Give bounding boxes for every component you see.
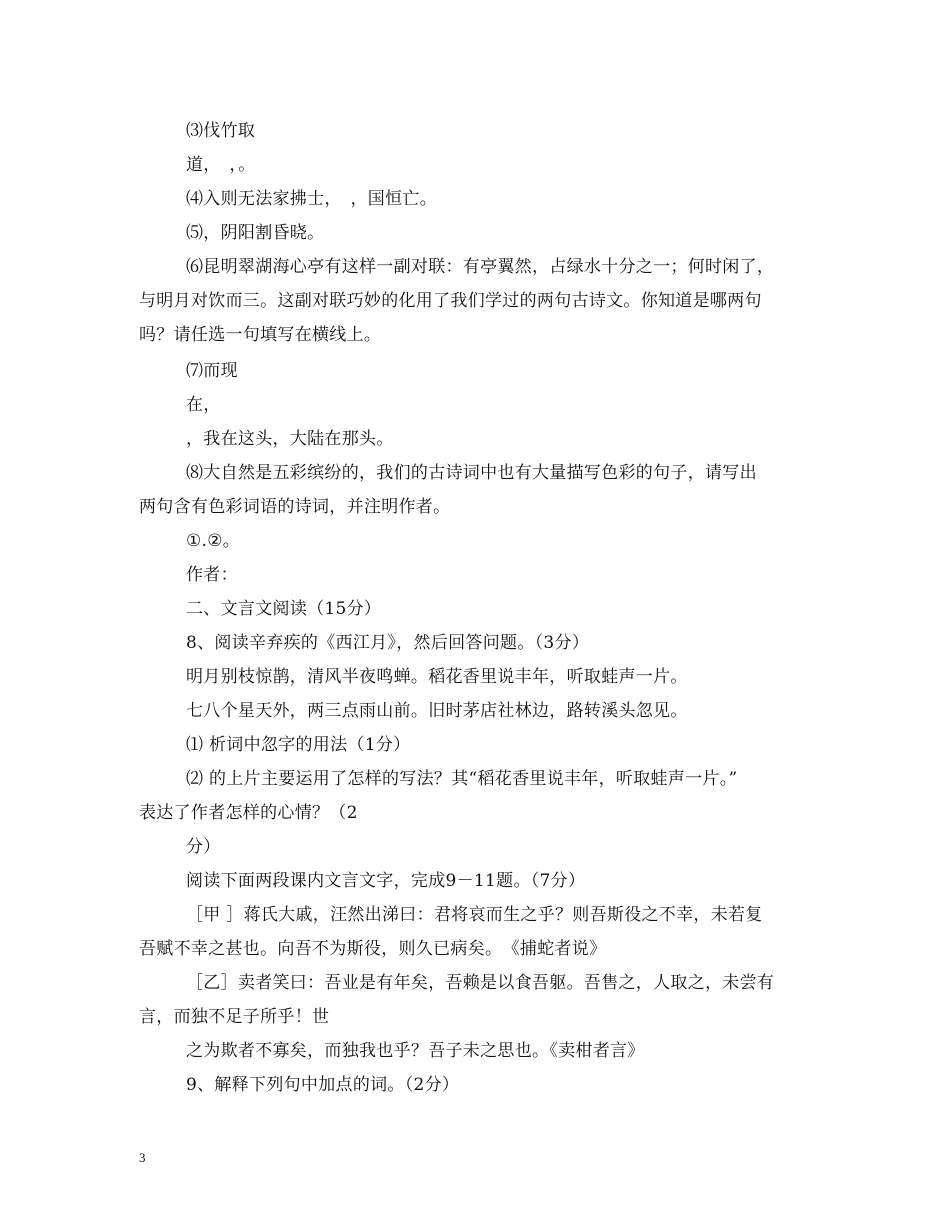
text-line: 表达了作者怎样的心情？（2 (139, 803, 358, 823)
question-line: ⑴ 析词中忽字的用法（1分） (186, 735, 411, 755)
question-line: 8、阅读辛弃疾的《西江月》，然后回答问题。（3分） (186, 633, 590, 653)
text-line: 两句含有色彩词语的诗词，并注明作者。 (139, 497, 451, 517)
text-line: ，我在这头，大陆在那头。 (186, 429, 394, 449)
text-line: 在， (186, 395, 221, 415)
text-line: 吗？请任选一句填写在横线上。 (139, 325, 382, 345)
text-line: ⑸，阴阳割昏晓。 (186, 223, 325, 243)
passage-line: 之为欺者不寡矣，而独我也乎？吾子未之思也。《卖柑者言》 (186, 1041, 645, 1061)
page-number: 3 (139, 1150, 146, 1165)
question-line: ⑵ 的上片主要运用了怎样的写法？其“稻花香里说丰年，听取蛙声一片。” (186, 769, 738, 789)
passage-line: 言，而独不足子所乎！世 (139, 1007, 330, 1027)
text-line: ⑹昆明翠湖海心亭有这样一副对联：有亭翼然，占绿水十分之一；何时闲了， (186, 257, 775, 277)
poem-line: 明月别枝惊鹊，清风半夜鸣蝉。稻花香里说丰年，听取蛙声一片。 (186, 667, 688, 687)
text-line: ⑷入则无法家拂士， ，国恒亡。 (186, 189, 437, 209)
question-line: 9、解释下列句中加点的词。（2分） (186, 1075, 460, 1095)
text-line: 与明月对饮而三。这副对联巧妙的化用了我们学过的两句古诗文。你知道是哪两句 (139, 291, 762, 311)
text-line: ⑻大自然是五彩缤纷的，我们的古诗词中也有大量描写色彩的句子，请写出 (186, 463, 757, 483)
section-heading: 二、文言文阅读（15分） (186, 599, 382, 619)
poem-line: 七八个星天外，两三点雨山前。旧时茅店社林边，路转溪头忽见。 (186, 701, 688, 721)
text-line: 道， ，。 (186, 155, 256, 175)
passage-line: 吾赋不幸之甚也。向吾不为斯役，则久已病矣。 《捕蛇者说》 (139, 939, 607, 959)
passage-line: ［甲 ］蒋氏大戚，汪然出涕曰：君将哀而生之乎？则吾斯役之不幸，未若复 (186, 905, 763, 925)
text-line: 阅读下面两段课内文言文字，完成9－11题。（7分） (186, 871, 586, 891)
passage-line: ［乙］卖者笑曰：吾业是有年矣，吾赖是以食吾躯。吾售之，人取之，未尝有 (186, 973, 775, 993)
text-line: ⑶伐竹取 (186, 121, 256, 141)
text-line: ⑺而现 (186, 361, 238, 381)
text-line: 作者： (186, 565, 238, 585)
text-line: 分） (186, 837, 221, 857)
text-line: ①.②。 (186, 531, 241, 551)
